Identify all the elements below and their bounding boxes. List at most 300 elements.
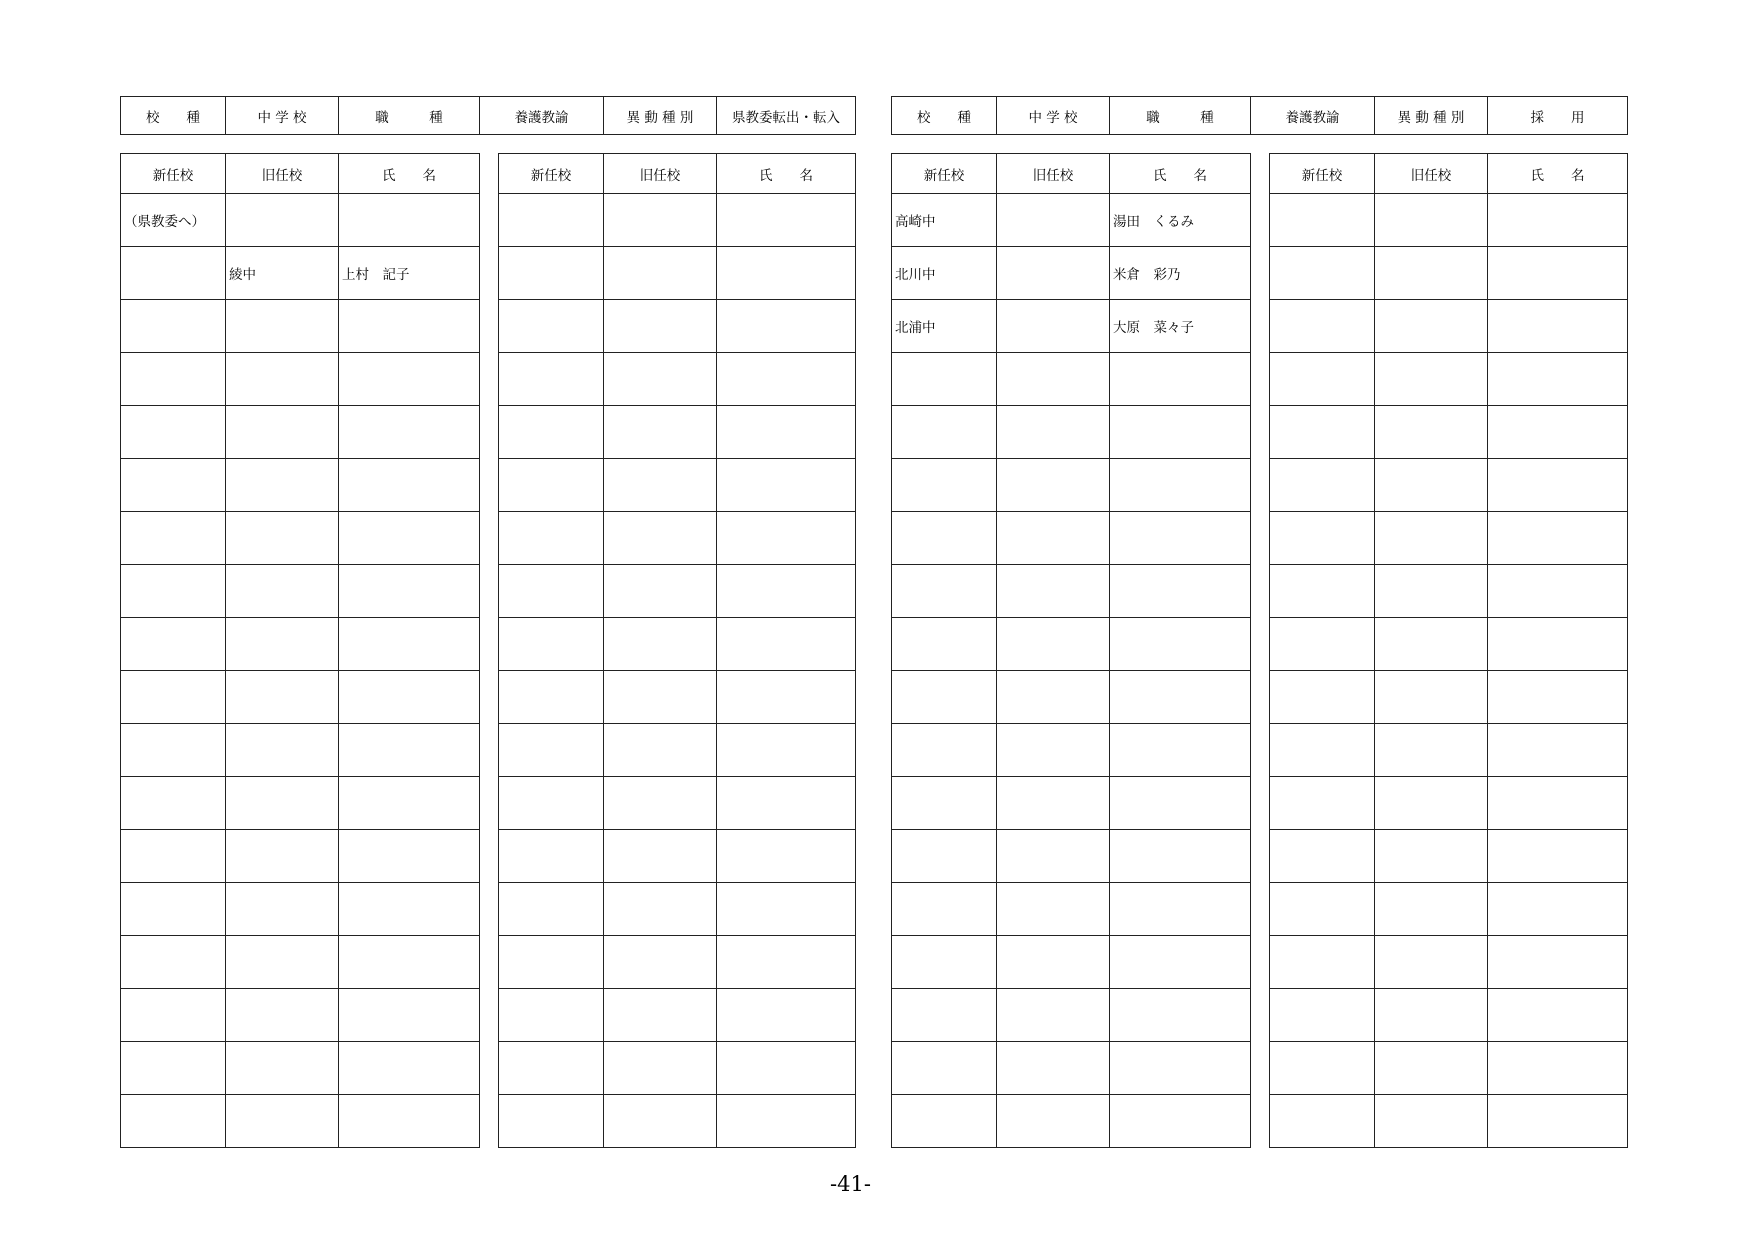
table-row [1270, 989, 1628, 1042]
name-cell [1110, 618, 1251, 671]
name-cell [717, 671, 856, 724]
table-row [892, 353, 1251, 406]
name-cell [339, 1042, 480, 1095]
name-cell [1488, 194, 1628, 247]
table-row [121, 777, 480, 830]
old-school-cell: 綾中 [226, 247, 339, 300]
table-row [121, 247, 480, 300]
table-row [499, 300, 856, 353]
name-cell [339, 406, 480, 459]
new-school-cell [121, 883, 226, 936]
table-row [499, 618, 856, 671]
new-school-cell [121, 724, 226, 777]
new-school-cell [892, 512, 997, 565]
new-school-cell [499, 618, 604, 671]
new-school-cell [499, 459, 604, 512]
old-school-cell [604, 247, 717, 300]
table-row [1270, 1095, 1628, 1148]
old-school-cell [997, 989, 1110, 1042]
column-old-school: 旧任校 [997, 154, 1110, 194]
table-row [121, 459, 480, 512]
table-row [892, 936, 1251, 989]
old-school-cell [997, 618, 1110, 671]
new-school-cell [121, 300, 226, 353]
table-row [892, 459, 1251, 512]
old-school-cell [1375, 565, 1488, 618]
old-school-cell [226, 883, 339, 936]
table-row [1270, 565, 1628, 618]
name-cell [339, 300, 480, 353]
name-cell [1488, 830, 1628, 883]
new-school-cell [1270, 883, 1375, 936]
new-school-cell [892, 724, 997, 777]
column-old-school: 旧任校 [1375, 154, 1488, 194]
new-school-cell [499, 1042, 604, 1095]
old-school-cell [997, 936, 1110, 989]
old-school-cell [604, 194, 717, 247]
name-cell [1488, 724, 1628, 777]
old-school-cell [604, 300, 717, 353]
new-school-cell [1270, 353, 1375, 406]
name-cell [339, 565, 480, 618]
old-school-cell [997, 247, 1110, 300]
new-school-cell [121, 618, 226, 671]
name-cell [339, 989, 480, 1042]
new-school-cell [499, 671, 604, 724]
column-new-school: 新任校 [892, 154, 997, 194]
old-school-cell [997, 459, 1110, 512]
name-cell [717, 883, 856, 936]
new-school-cell [892, 671, 997, 724]
new-school-cell [499, 1095, 604, 1148]
old-school-cell [1375, 512, 1488, 565]
old-school-cell [604, 936, 717, 989]
table-row [892, 618, 1251, 671]
new-school-cell [499, 777, 604, 830]
table-row [892, 989, 1251, 1042]
name-cell [717, 618, 856, 671]
name-cell: 米倉 彩乃 [1110, 247, 1251, 300]
table-row [121, 618, 480, 671]
old-school-cell [1375, 353, 1488, 406]
name-cell [717, 353, 856, 406]
name-cell [1488, 618, 1628, 671]
old-school-cell [1375, 671, 1488, 724]
table-row [499, 353, 856, 406]
old-school-cell [1375, 194, 1488, 247]
new-school-cell [892, 353, 997, 406]
school-type-label: 校 種 [892, 97, 997, 135]
old-school-cell [1375, 936, 1488, 989]
old-school-cell [604, 883, 717, 936]
table-row [892, 300, 1251, 353]
school-type-label: 校 種 [121, 97, 226, 135]
table-row [892, 247, 1251, 300]
new-school-cell [499, 724, 604, 777]
transfer-type-value: 採 用 [1488, 97, 1628, 135]
name-cell [339, 777, 480, 830]
name-cell [1110, 512, 1251, 565]
new-school-cell [892, 1042, 997, 1095]
new-school-cell [1270, 300, 1375, 353]
old-school-cell [997, 512, 1110, 565]
old-school-cell [997, 353, 1110, 406]
table-row [499, 565, 856, 618]
table-row [499, 883, 856, 936]
old-school-cell [1375, 618, 1488, 671]
new-school-cell [499, 194, 604, 247]
table-row [892, 194, 1251, 247]
table-row [121, 353, 480, 406]
name-cell [1488, 300, 1628, 353]
table-row [1270, 512, 1628, 565]
new-school-cell [1270, 724, 1375, 777]
table-row [1270, 194, 1628, 247]
name-cell [717, 512, 856, 565]
new-school-cell [1270, 247, 1375, 300]
table-row [499, 247, 856, 300]
old-school-cell [997, 830, 1110, 883]
table-row [499, 512, 856, 565]
table-row [1270, 777, 1628, 830]
table-row [121, 1095, 480, 1148]
old-school-cell [226, 512, 339, 565]
name-cell [717, 406, 856, 459]
transfer-table-right-b [1269, 153, 1628, 1148]
old-school-cell [226, 565, 339, 618]
name-cell: 上村 記子 [339, 247, 480, 300]
name-cell [1488, 936, 1628, 989]
column-new-school: 新任校 [121, 154, 226, 194]
table-row [499, 724, 856, 777]
new-school-cell [121, 671, 226, 724]
new-school-cell [121, 936, 226, 989]
table-row [121, 512, 480, 565]
name-cell [717, 300, 856, 353]
new-school-cell [1270, 1095, 1375, 1148]
table-row [892, 724, 1251, 777]
transfer-table-left-b [498, 153, 856, 1148]
name-cell [1110, 883, 1251, 936]
new-school-cell [121, 830, 226, 883]
new-school-cell [1270, 565, 1375, 618]
table-row [121, 300, 480, 353]
old-school-cell [604, 512, 717, 565]
new-school-cell [1270, 459, 1375, 512]
table-row [892, 565, 1251, 618]
table-row [499, 1095, 856, 1148]
name-cell [1488, 1095, 1628, 1148]
column-new-school: 新任校 [1270, 154, 1375, 194]
table-row [499, 830, 856, 883]
old-school-cell [997, 1042, 1110, 1095]
new-school-cell [499, 989, 604, 1042]
table-row [499, 406, 856, 459]
name-cell: 湯田 くるみ [1110, 194, 1251, 247]
table-row [121, 194, 480, 247]
table-row [499, 194, 856, 247]
new-school-cell [499, 883, 604, 936]
new-school-cell [499, 512, 604, 565]
new-school-cell: 北浦中 [892, 300, 997, 353]
job-type-value: 養護教諭 [1251, 97, 1375, 135]
table-row [1270, 830, 1628, 883]
new-school-cell [121, 459, 226, 512]
new-school-cell [1270, 618, 1375, 671]
new-school-cell [1270, 406, 1375, 459]
old-school-cell [1375, 1042, 1488, 1095]
name-cell: 大原 菜々子 [1110, 300, 1251, 353]
old-school-cell [997, 406, 1110, 459]
name-cell [339, 671, 480, 724]
table-row [121, 883, 480, 936]
name-cell [1488, 1042, 1628, 1095]
column-old-school: 旧任校 [604, 154, 717, 194]
table-row [1270, 883, 1628, 936]
new-school-cell [1270, 512, 1375, 565]
name-cell [339, 618, 480, 671]
table-row [121, 406, 480, 459]
table-row [121, 989, 480, 1042]
name-cell [717, 1095, 856, 1148]
old-school-cell [1375, 989, 1488, 1042]
table-row [892, 512, 1251, 565]
name-cell [339, 1095, 480, 1148]
old-school-cell [997, 724, 1110, 777]
job-type-value: 養護教諭 [480, 97, 604, 135]
old-school-cell [226, 724, 339, 777]
old-school-cell [226, 194, 339, 247]
new-school-cell [1270, 194, 1375, 247]
name-cell [1110, 1042, 1251, 1095]
table-row [1270, 618, 1628, 671]
name-cell [1488, 247, 1628, 300]
old-school-cell [1375, 459, 1488, 512]
new-school-cell: 高崎中 [892, 194, 997, 247]
old-school-cell [604, 459, 717, 512]
new-school-cell [892, 565, 997, 618]
old-school-cell [997, 777, 1110, 830]
old-school-cell [226, 618, 339, 671]
table-row [121, 936, 480, 989]
new-school-cell [892, 936, 997, 989]
old-school-cell [1375, 300, 1488, 353]
name-cell [339, 936, 480, 989]
old-school-cell [997, 671, 1110, 724]
old-school-cell [604, 671, 717, 724]
name-cell [1110, 724, 1251, 777]
table-row [892, 1042, 1251, 1095]
table-row [892, 830, 1251, 883]
name-cell [717, 830, 856, 883]
old-school-cell [226, 1042, 339, 1095]
new-school-cell [892, 618, 997, 671]
old-school-cell [226, 989, 339, 1042]
old-school-cell [226, 777, 339, 830]
new-school-cell [892, 989, 997, 1042]
name-cell [339, 353, 480, 406]
new-school-cell [892, 883, 997, 936]
old-school-cell [997, 565, 1110, 618]
table-row [121, 1042, 480, 1095]
old-school-cell [997, 194, 1110, 247]
column-old-school: 旧任校 [226, 154, 339, 194]
new-school-cell [121, 353, 226, 406]
old-school-cell [226, 671, 339, 724]
name-cell [1488, 512, 1628, 565]
name-cell [717, 724, 856, 777]
table-row [892, 777, 1251, 830]
table-row [499, 936, 856, 989]
job-type-label: 職 種 [339, 97, 480, 135]
new-school-cell [892, 1095, 997, 1148]
table-row [499, 671, 856, 724]
new-school-cell [892, 777, 997, 830]
job-type-label: 職 種 [1110, 97, 1251, 135]
old-school-cell [226, 459, 339, 512]
transfer-type-value: 県教委転出・転入 [717, 97, 856, 135]
transfer-table-left-a [120, 153, 480, 1148]
old-school-cell [1375, 406, 1488, 459]
old-school-cell [604, 777, 717, 830]
new-school-cell [121, 777, 226, 830]
name-cell [1488, 989, 1628, 1042]
name-cell [717, 459, 856, 512]
new-school-cell [499, 936, 604, 989]
new-school-cell [499, 565, 604, 618]
table-row [1270, 300, 1628, 353]
name-cell [339, 194, 480, 247]
name-cell [339, 724, 480, 777]
name-cell [1110, 459, 1251, 512]
table-row [499, 777, 856, 830]
table-row [121, 830, 480, 883]
name-cell [1110, 989, 1251, 1042]
table-row [892, 883, 1251, 936]
table-row [1270, 671, 1628, 724]
table-row [1270, 1042, 1628, 1095]
new-school-cell [1270, 830, 1375, 883]
new-school-cell [121, 512, 226, 565]
table-row [892, 1095, 1251, 1148]
name-cell [339, 459, 480, 512]
new-school-cell [499, 300, 604, 353]
school-type-value: 中 学 校 [226, 97, 339, 135]
new-school-cell [499, 830, 604, 883]
table-row [1270, 406, 1628, 459]
old-school-cell [1375, 777, 1488, 830]
name-cell [1110, 777, 1251, 830]
table-row [499, 989, 856, 1042]
transfer-type-label: 異 動 種 別 [604, 97, 717, 135]
name-cell [1488, 459, 1628, 512]
old-school-cell [1375, 883, 1488, 936]
name-cell [1488, 777, 1628, 830]
table-row [121, 724, 480, 777]
name-cell [1110, 671, 1251, 724]
school-type-value: 中 学 校 [997, 97, 1110, 135]
old-school-cell [226, 936, 339, 989]
old-school-cell [604, 989, 717, 1042]
name-cell [339, 883, 480, 936]
name-cell [339, 512, 480, 565]
new-school-cell [892, 830, 997, 883]
table-row [892, 406, 1251, 459]
new-school-cell [892, 459, 997, 512]
left-header-bar [120, 96, 856, 135]
name-cell [1488, 406, 1628, 459]
old-school-cell [604, 618, 717, 671]
old-school-cell [1375, 247, 1488, 300]
old-school-cell [226, 300, 339, 353]
new-school-cell: 北川中 [892, 247, 997, 300]
table-row [1270, 353, 1628, 406]
column-name: 氏 名 [1110, 154, 1251, 194]
name-cell [1110, 353, 1251, 406]
old-school-cell [226, 406, 339, 459]
table-row [1270, 724, 1628, 777]
new-school-cell [499, 353, 604, 406]
table-row [121, 671, 480, 724]
table-row [499, 1042, 856, 1095]
name-cell [1110, 830, 1251, 883]
name-cell [717, 565, 856, 618]
old-school-cell [604, 1095, 717, 1148]
right-header-bar [891, 96, 1628, 135]
name-cell [1110, 936, 1251, 989]
new-school-cell [1270, 936, 1375, 989]
old-school-cell [604, 1042, 717, 1095]
old-school-cell [997, 300, 1110, 353]
new-school-cell [1270, 989, 1375, 1042]
table-row [1270, 247, 1628, 300]
name-cell [1488, 671, 1628, 724]
transfer-type-label: 異 動 種 別 [1375, 97, 1488, 135]
old-school-cell [997, 1095, 1110, 1148]
name-cell [717, 1042, 856, 1095]
name-cell [1110, 565, 1251, 618]
old-school-cell [1375, 1095, 1488, 1148]
old-school-cell [226, 353, 339, 406]
new-school-cell [121, 247, 226, 300]
table-row [892, 671, 1251, 724]
name-cell [717, 777, 856, 830]
old-school-cell [604, 830, 717, 883]
name-cell [717, 247, 856, 300]
old-school-cell [226, 830, 339, 883]
table-row [121, 565, 480, 618]
new-school-cell [121, 989, 226, 1042]
old-school-cell [604, 406, 717, 459]
old-school-cell [226, 1095, 339, 1148]
new-school-cell [121, 1042, 226, 1095]
old-school-cell [604, 565, 717, 618]
name-cell [717, 194, 856, 247]
column-new-school: 新任校 [499, 154, 604, 194]
name-cell [339, 830, 480, 883]
column-name: 氏 名 [717, 154, 856, 194]
name-cell [717, 989, 856, 1042]
old-school-cell [1375, 724, 1488, 777]
old-school-cell [604, 353, 717, 406]
new-school-cell [1270, 671, 1375, 724]
new-school-cell [892, 406, 997, 459]
name-cell [1488, 353, 1628, 406]
new-school-cell [121, 1095, 226, 1148]
old-school-cell [997, 883, 1110, 936]
transfer-table-right-a [891, 153, 1251, 1148]
new-school-cell: （県教委へ） [121, 194, 226, 247]
